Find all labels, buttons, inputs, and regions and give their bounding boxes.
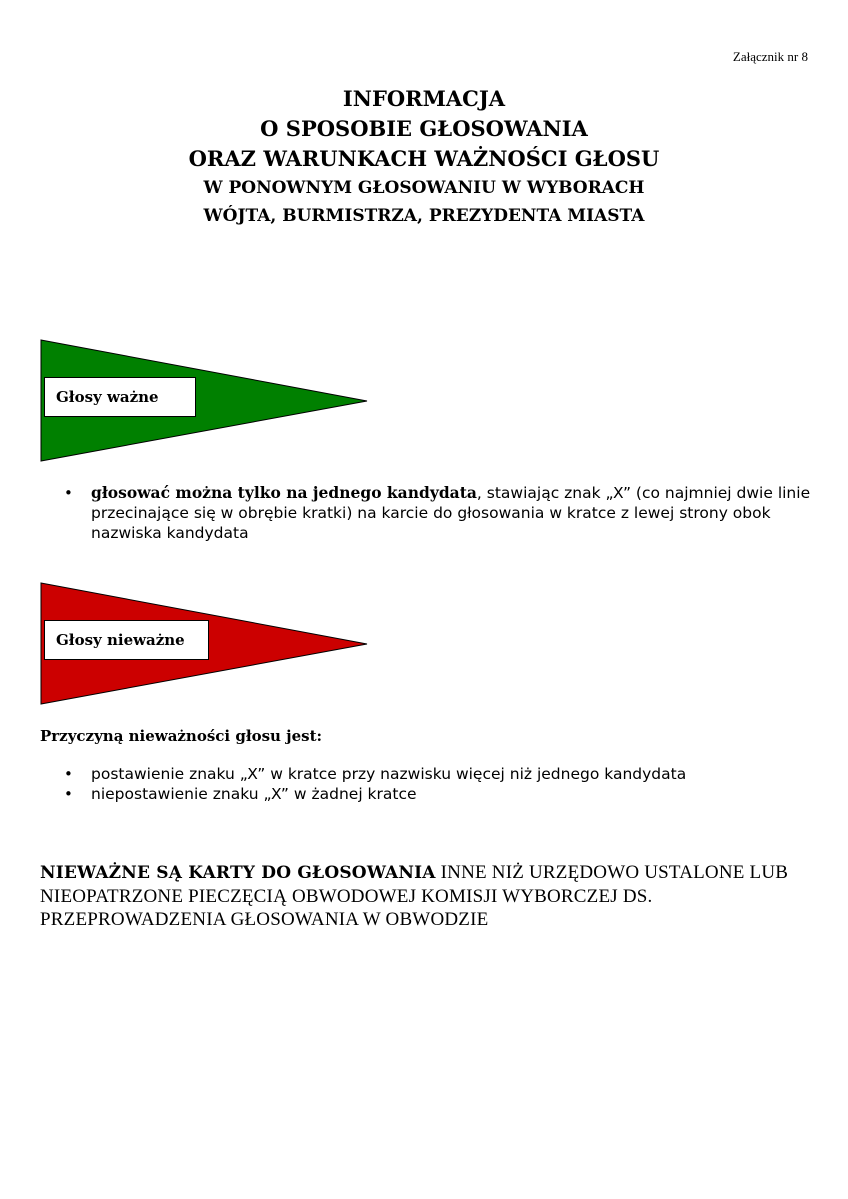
invalid-reason-text: postawienie znaku „X” w kratce przy nazwisku więcej niż jednego kandydata [91,765,687,783]
valid-votes-label: Głosy ważne [44,377,196,417]
title-line-2: O SPOSOBIE GŁOSOWANIA [260,116,588,141]
valid-rule-emphasis: głosować można tylko na jednego kandydata [91,483,477,502]
invalid-votes-pennant [40,582,370,706]
invalid-ballots-text: INNE NIŻ URZĘDOWO USTALONE LUB NIEOPATRZONE PIECZĘCIĄ OBWODOWEJ KOMISJI WYBORCZEJ DS. PRZEPROWADZENIA GŁOSOWANIA W OBWODZIE [40,862,789,930]
attachment-number: Załącznik nr 8 [732,49,808,64]
valid-rule-text: , stawiając znak „X” (co najmniej dwie linie przecinające się w obrębie kratki) na karcie do głosowania w kratce z lewej strony obok nazwiska kandydata [91,484,811,542]
list-item [62,764,812,784]
invalid-ballots-note [40,861,820,931]
bullet-icon: • [64,785,73,803]
invalid-votes-label: Głosy nieważne [44,620,209,660]
list-item [62,784,812,804]
list-item [62,483,812,543]
valid-votes-pennant [40,339,370,463]
title-line-4: W PONOWNYM GŁOSOWANIU W WYBORACH [203,178,645,198]
invalid-ballots-emphasis: NIEWAŻNE SĄ KARTY DO GŁOSOWANIA [40,863,436,883]
bullet-icon: • [64,484,73,502]
invalid-reason-text: niepostawienie znaku „X” w żadnej kratce [91,785,417,803]
title-line-3: ORAZ WARUNKACH WAŻNOŚCI GŁOSU [188,146,660,171]
title-line-5: WÓJTA, BURMISTRZA, PREZYDENTA MIASTA [203,206,645,226]
invalid-reason-heading: Przyczyną nieważności głosu jest: [40,727,323,745]
title-line-1: INFORMACJA [342,86,506,111]
bullet-icon: • [64,765,73,783]
page-title [0,84,848,230]
invalid-reasons-list [62,764,812,804]
valid-votes-list [62,483,812,543]
